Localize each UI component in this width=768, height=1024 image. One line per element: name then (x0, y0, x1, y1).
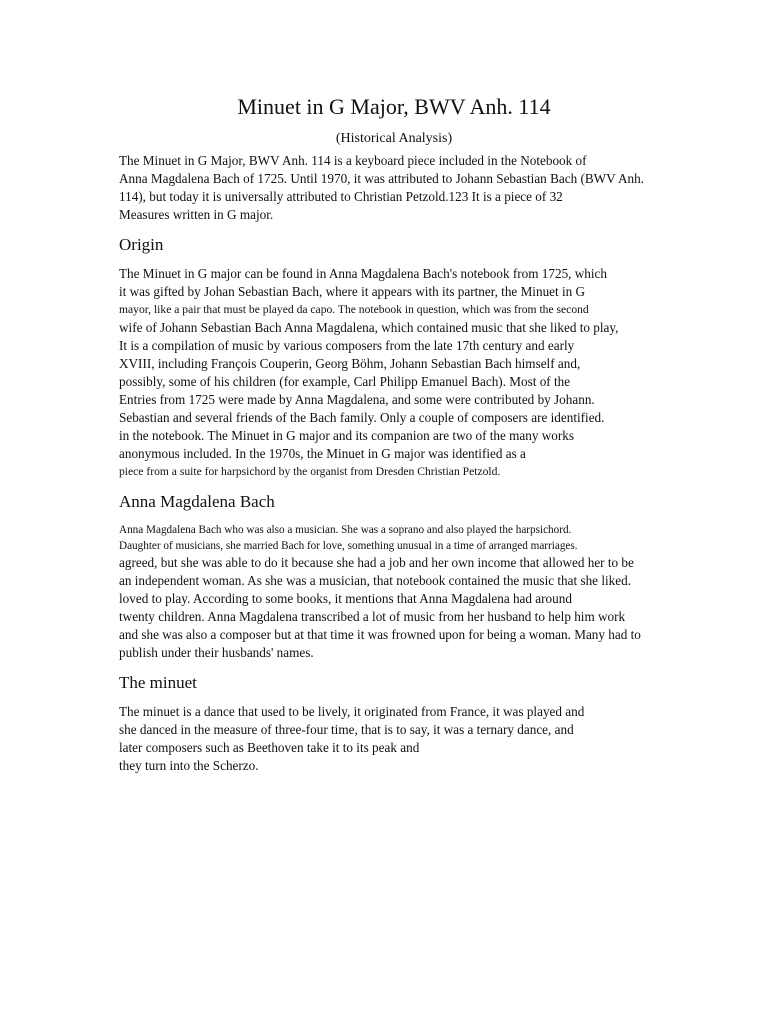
document-subtitle: (Historical Analysis) (335, 131, 453, 146)
origin-line: Sebastian and several friends of the Bach family. Only a couple of composers are identified. (119, 410, 605, 425)
anna-line: Daughter of musicians, she married Bach for love, something unusual in a time of arranged marriages. (119, 540, 578, 552)
origin-line: in the notebook. The Minuet in G major and its companion are two of the many works (119, 428, 575, 443)
anna-line: Anna Magdalena Bach who was also a musician. She was a soprano and also played the harpsichord. (119, 524, 572, 536)
section-heading-origin: Origin (119, 235, 164, 254)
anna-line: an independent woman. As she was a musician, that notebook contained the music that she liked. (119, 573, 631, 588)
anna-line: twenty children. Anna Magdalena transcribed a lot of music from her husband to help him work (119, 609, 626, 624)
anna-line: loved to play. According to some books, it mentions that Anna Magdalena had around (119, 591, 572, 606)
minuet-paragraph (119, 703, 679, 775)
document-page (119, 92, 679, 775)
origin-line: Entries from 1725 were made by Anna Magdalena, and some were contributed by Johann. (119, 392, 595, 407)
intro-line: Measures written in G major. (119, 207, 274, 222)
intro-line: Anna Magdalena Bach of 1725. Until 1970, it was attributed to Johann Sebastian Bach (BWV Anh. (119, 171, 644, 186)
origin-line: anonymous included. In the 1970s, the Minuet in G major was identified as a (119, 446, 526, 461)
origin-line: It is a compilation of music by various composers from the late 17th century and early (119, 338, 575, 353)
origin-line: The Minuet in G major can be found in Anna Magdalena Bach's notebook from 1725, which (119, 266, 608, 281)
origin-line: piece from a suite for harpsichord by the organist from Dresden Christian Petzold. (119, 465, 501, 478)
origin-line: it was gifted by Johan Sebastian Bach, where it appears with its partner, the Minuet in G (119, 284, 586, 299)
anna-line: publish under their husbands' names. (119, 645, 314, 660)
anna-line: agreed, but she was able to do it because she had a job and her own income that allowed her to be (119, 555, 634, 570)
document-title: Minuet in G Major, BWV Anh. 114 (237, 94, 551, 119)
section-heading-the-minuet: The minuet (119, 673, 197, 692)
origin-paragraph (119, 265, 679, 481)
intro-line: The Minuet in G Major, BWV Anh. 114 is a keyboard piece included in the Notebook of (119, 153, 587, 168)
minuet-line: she danced in the measure of three-four time, that is to say, it was a ternary dance, and (119, 722, 574, 737)
origin-line: possibly, some of his children (for example, Carl Philipp Emanuel Bach). Most of the (119, 374, 571, 389)
intro-paragraph (119, 152, 679, 224)
origin-line: mayor, like a pair that must be played da capo. The notebook in question, which was from the second (119, 303, 589, 316)
intro-line: 114), but today it is universally attributed to Christian Petzold.123 It is a piece of 32 (119, 189, 563, 204)
minuet-line: later composers such as Beethoven take it to its peak and (119, 740, 420, 755)
origin-line: XVIII, including François Couperin, Georg Böhm, Johann Sebastian Bach himself and, (119, 356, 581, 371)
minuet-line: they turn into the Scherzo. (119, 758, 259, 773)
section-heading-anna-magdalena-bach: Anna Magdalena Bach (119, 492, 275, 511)
anna-magdalena-paragraph (119, 522, 679, 662)
minuet-line: The minuet is a dance that used to be lively, it originated from France, it was played and (119, 704, 585, 719)
anna-line: and she was also a composer but at that time it was frowned upon for being a woman. Many had to (119, 627, 641, 642)
origin-line: wife of Johann Sebastian Bach Anna Magdalena, which contained music that she liked to play, (119, 320, 619, 335)
